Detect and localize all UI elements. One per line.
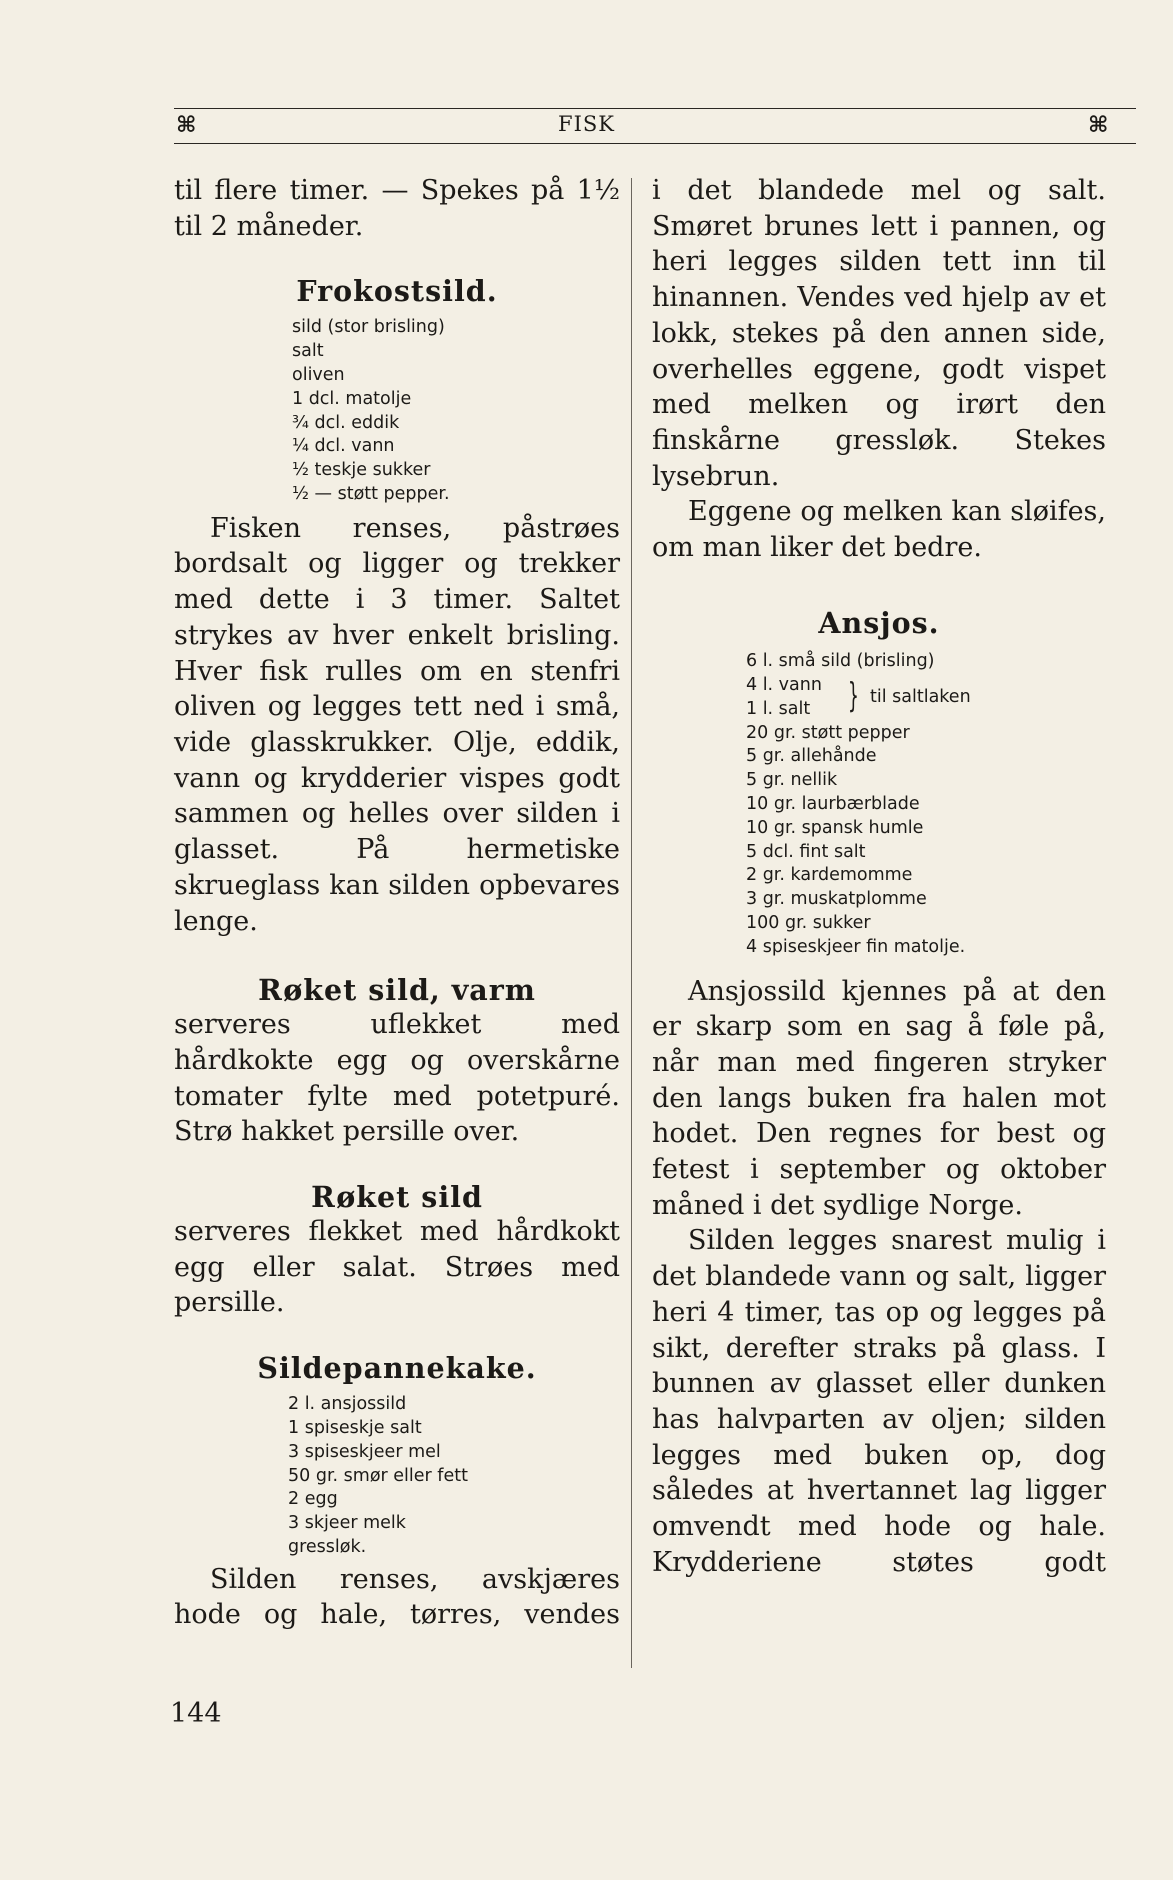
running-head: FISK — [558, 112, 615, 136]
ingredient-item: 2 egg — [288, 1489, 338, 1510]
header-ornament-right: ⌘ — [1088, 112, 1109, 138]
ingredient-item: 6 l. små sild (brisling) — [746, 650, 935, 671]
header-ornament-left: ⌘ — [176, 112, 197, 138]
saltlaken-group — [746, 674, 1106, 722]
column-divider — [631, 178, 632, 1668]
ansjos-paragraph-2: Silden legges snarest mulig i det blandede vann og salt, ligger heri 4 timer, tas op og legges på sikt, derefter straks på glass. I bunnen av glasset eller dunken has halvparten av oljen; silden legges med buken op, dog således at hvertannet lag ligger omvendt med hode og hale. Krydderiene støtes godt — [652, 1225, 1106, 1578]
ingredient-item: ¼ dcl. vann — [292, 436, 395, 457]
saltlaken-label: til saltlaken — [870, 686, 971, 707]
page-number: 144 — [170, 1698, 222, 1729]
header-rule-bottom — [174, 143, 1136, 144]
ansjos-paragraph-1: Ansjossild kjennes på at den er skarp som en sag å føle på, når man med fingeren stryker den langs buken fra halen mot hodet. Den regnes for best og fetest i september og oktober måned i det sydlige Norge. — [652, 975, 1106, 1221]
ingredient-item: 4 spiseskjeer fin matolje. — [746, 936, 966, 957]
section-title-roket-sild: Røket sild — [311, 1180, 483, 1215]
section-title-ansjos: Ansjos. — [818, 605, 940, 640]
ingredient-item: 10 gr. laurbærblade — [746, 793, 920, 814]
ingredient-item: 5 gr. nellik — [746, 770, 838, 791]
ingredient-item: 3 spiseskjeer mel — [288, 1441, 441, 1462]
ingredient-item: sild (stor brisling) — [292, 317, 445, 338]
ingredient-item: ¾ dcl. eddik — [292, 412, 400, 433]
ingredient-item: 50 gr. smør eller fett — [288, 1465, 468, 1486]
ingredient-item: oliven — [292, 365, 345, 385]
ingredient-item: 3 gr. muskatplomme — [746, 889, 927, 910]
ingredient-item: salt — [292, 341, 324, 362]
ingredient-item: 10 gr. spansk humle — [746, 817, 924, 838]
note-text: Eggene og melken kan sløifes, om man liker det bedre. — [652, 496, 1106, 564]
intro-text: til flere timer. — Spekes på 1½ til 2 måneder. — [174, 175, 620, 242]
ingredient-item: 1 dcl. matolje — [292, 388, 412, 409]
ingredient-item: 2 l. ansjossild — [288, 1394, 407, 1415]
ingredient-item: 2 gr. kardemomme — [746, 865, 913, 886]
left-column — [174, 173, 620, 1633]
roket-sild-varm-text: serveres uflekket med hårdkokte egg og overskårne tomater fylte med potetpuré. Strø hakket persille over. — [174, 1009, 620, 1148]
ingredient-item: ½ teskje sukker — [292, 460, 431, 481]
ingredient-item: 5 dcl. fint salt — [746, 841, 866, 862]
sildepannekake-continued-text: i det blandede mel og salt. Smøret brunes lett i pannen, og heri legges silden tett inn til hinannen. Vendes ved hjelp av et lokk, stekes på den annen side, overhelles eggene, godt vispet med melken og irørt den finskårne gressløk. Stekes lysebrun. — [652, 175, 1106, 492]
ingredient-item: 4 l. vann — [746, 674, 822, 695]
ingredient-item: ½ — støtt pepper. — [292, 483, 450, 504]
right-column — [652, 173, 1106, 1580]
ingredients-sildepannekake — [288, 1393, 620, 1560]
header-rule-top — [174, 108, 1136, 109]
ingredient-item: 1 l. salt — [746, 698, 811, 719]
ingredient-item: 1 spiseskje salt — [288, 1417, 422, 1438]
frokostsild-text: Fisken renses, påstrøes bordsalt og ligger og trekker med dette i 3 timer. Saltet strykes av hver enkelt brisling. Hver fisk rulles om en stenfri oliven og legges tett ned i små, vide glasskrukker. Olje, eddik, vann og krydderier vispes godt sammen og helles over silden i glasset. På hermetiske skrueglass kan silden opbevares lenge. — [174, 512, 620, 937]
brace-icon: } — [848, 675, 859, 716]
ingredients-ansjos — [746, 650, 1106, 960]
section-title-frokostsild: Frokostsild. — [296, 274, 498, 309]
section-title-sildepannekake: Sildepannekake. — [257, 1351, 537, 1386]
sildepannekake-text: Silden renses, avskjæres hode og hale, tørres, vendes — [174, 1563, 620, 1631]
ingredient-item: 20 gr. støtt pepper — [746, 722, 910, 743]
section-title-roket-sild-varm: Røket sild, varm — [258, 973, 536, 1008]
ingredient-item: gressløk. — [288, 1536, 367, 1557]
ingredients-frokostsild — [292, 316, 620, 506]
ingredient-item: 5 gr. allehånde — [746, 746, 877, 767]
ingredient-item: 100 gr. sukker — [746, 912, 871, 933]
ingredient-item: 3 skjeer melk — [288, 1513, 406, 1534]
roket-sild-text: serveres flekket med hårdkokt egg eller salat. Strøes med persille. — [174, 1216, 620, 1319]
